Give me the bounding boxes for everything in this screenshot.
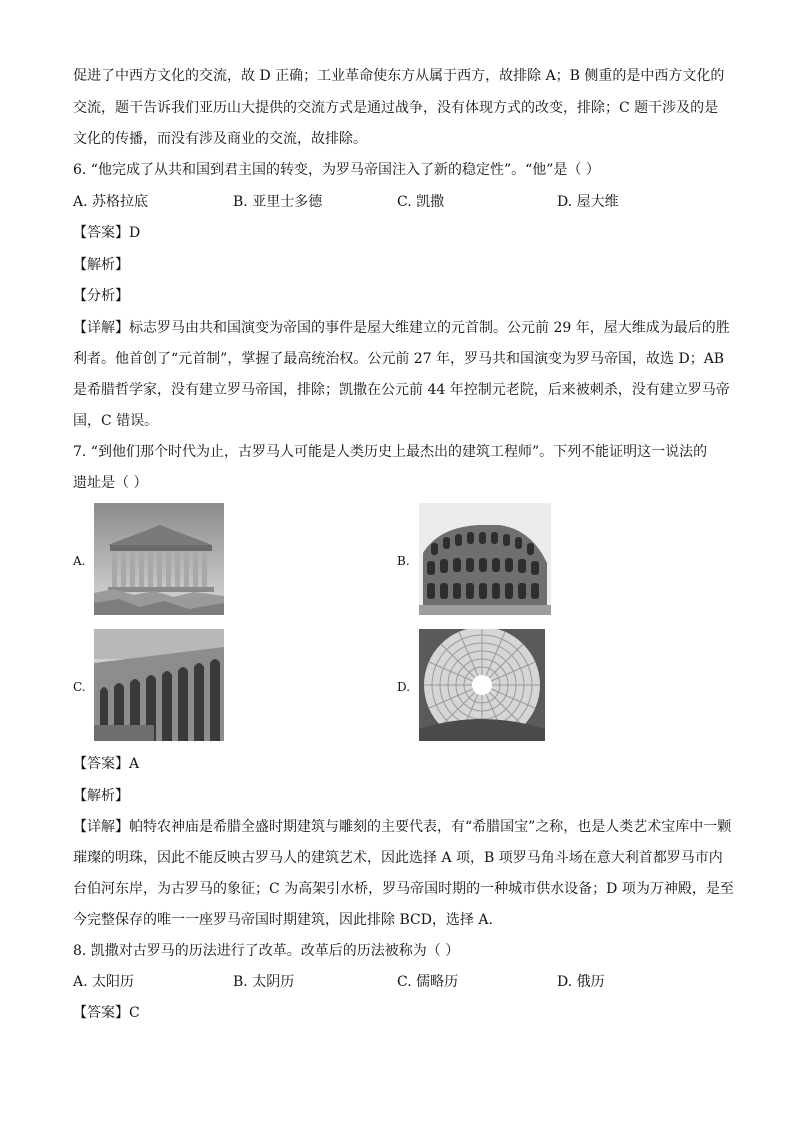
q6-detail-line-1: 【详解】标志罗马由共和国演变为帝国的事件是屋大维建立的元首制。公元前 29 年，屋大维成为最后的胜: [73, 320, 730, 336]
intro-line-3: 文化的传播，而没有涉及商业的交流，故排除。: [73, 131, 367, 147]
q6-stem: 6. “他完成了从共和国到君主国的转变，为罗马帝国注入了新的稳定性”。“他”是（ ）: [73, 162, 600, 178]
q8-option-c: C. 儒略历: [397, 974, 459, 990]
q8-option-d: D. 俄历: [557, 974, 605, 990]
parthenon-photo: [94, 503, 224, 615]
q6-detail-line-2: 利者。他首创了“元首制”，掌握了最高统治权。公元前 27 年，罗马共和国演变为罗马帝国，故选 D；AB: [73, 351, 725, 367]
q6-detail-line-3: 是希腊哲学家，没有建立罗马帝国，排除；凯撒在公元前 44 年控制元老院，后来被刺杀，没有建立罗马帝: [73, 382, 730, 398]
q8-option-a: A. 太阳历: [73, 974, 135, 990]
q6-option-c: C. 凯撒: [397, 194, 445, 210]
q6-analysis-heading: 【解析】: [73, 257, 129, 273]
q7-detail-line-3: 台伯河东岸，为古罗马的象征；C 为高架引水桥，罗马帝国时期的一种城市供水设备；D 项为万神殿，是至: [73, 881, 734, 897]
q6-fenxi-heading: 【分析】: [73, 288, 129, 304]
q7-option-b-label: B.: [397, 554, 410, 568]
q7-option-a-label: A.: [73, 554, 86, 568]
q7-answer: 【答案】A: [73, 756, 140, 772]
q7-option-c-label: C.: [73, 680, 86, 694]
q7-detail-line-2: 璀璨的明珠，因此不能反映古罗马人的建筑艺术，因此选择 A 项，B 项罗马角斗场在意大利首都罗马市内: [73, 850, 723, 866]
intro-line-2: 交流，题干告诉我们亚历山大提供的交流方式是通过战争，没有体现方式的改变，排除；C 题干涉及的是: [73, 100, 719, 116]
q6-option-a: A. 苏格拉底: [73, 194, 149, 210]
pantheon-dome-photo: [419, 629, 545, 741]
q8-answer: 【答案】C: [73, 1005, 140, 1021]
q7-analysis-heading: 【解析】: [73, 788, 129, 804]
q7-detail-line-4: 今完整保存的唯一一座罗马帝国时期建筑，因此排除 BCD，选择 A.: [73, 912, 493, 928]
q8-stem: 8. 凯撒对古罗马的历法进行了改革。改革后的历法被称为（ ）: [73, 943, 460, 959]
aqueduct-photo: [94, 629, 224, 741]
colosseum-photo: [419, 503, 551, 615]
q7-option-d-label: D.: [397, 680, 411, 694]
q6-detail-line-4: 国，C 错误。: [73, 413, 159, 429]
q6-answer: 【答案】D: [73, 225, 141, 241]
q7-stem-line-1: 7. “到他们那个时代为止，古罗马人可能是人类历史上最杰出的建筑工程师”。下列不能证明这一说法的: [73, 444, 708, 460]
q6-option-d: D. 屋大维: [557, 194, 619, 210]
q7-detail-line-1: 【详解】帕特农神庙是希腊全盛时期建筑与雕刻的主要代表，有“希腊国宝”之称，也是人类艺术宝库中一颗: [73, 819, 732, 835]
q7-stem-line-2: 遗址是（ ）: [73, 475, 148, 491]
intro-line-1: 促进了中西方文化的交流，故 D 正确；工业革命使东方从属于西方，故排除 A；B 侧重的是中西方文化的: [73, 68, 725, 84]
q8-option-b: B. 太阴历: [233, 974, 295, 990]
q6-option-b: B. 亚里士多德: [233, 194, 323, 210]
